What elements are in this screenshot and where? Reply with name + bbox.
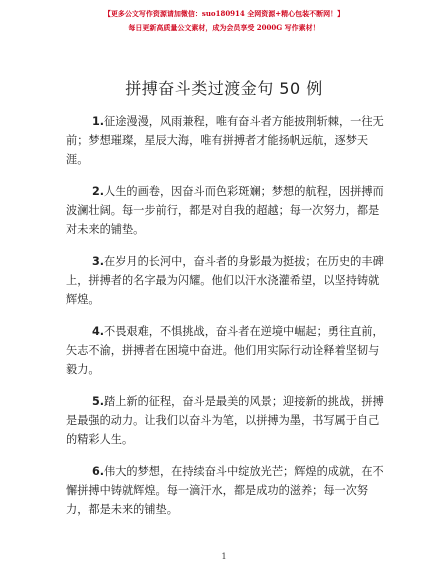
document-title: 拼搏奋斗类过渡金句 50 例 xyxy=(125,79,323,98)
promo-header xyxy=(0,8,448,34)
paragraph-text: 在岁月的长河中，奋斗者的身影最为挺拔；在历史的丰碑上，拼搏者的名字最为闪耀。他们以汗水浇灌希望，以坚持铸就辉煌。 xyxy=(66,255,384,306)
paragraph-1 xyxy=(66,112,386,169)
paragraph-5 xyxy=(66,392,386,449)
paragraph-3 xyxy=(66,252,386,309)
paragraph-text: 伟大的梦想，在持续奋斗中绽放光芒；辉煌的成就，在不懈拼搏中铸就辉煌。每一滴汗水，都是成功的滋养；每一次努力，都是未来的铺垫。 xyxy=(66,465,384,516)
paragraph-6 xyxy=(66,462,386,519)
paragraph-number: 2. xyxy=(92,185,105,198)
document-body xyxy=(66,112,386,532)
paragraph-text: 人生的画卷，因奋斗而色彩斑斓；梦想的航程，因拼搏而波澜壮阔。每一步前行，都是对自我的超越；每一次努力，都是对未来的铺垫。 xyxy=(66,185,384,236)
paragraph-number: 5. xyxy=(92,395,105,408)
paragraph-number: 6. xyxy=(92,465,105,478)
promo-header-line-2: 每日更新高质量公文素材，成为会员享受 2000G 写作素材！ xyxy=(128,23,320,32)
promo-header-line-1: 【更多公文写作资源请加微信：suo180914 全网资源+精心包装不断网！】 xyxy=(103,9,345,18)
paragraph-text: 征途漫漫，风雨兼程，唯有奋斗者方能披荆斩棘，一往无前；梦想璀璨，星辰大海，唯有拼搏者才能扬帆远航，逐梦天涯。 xyxy=(66,115,384,166)
page-number: 1 xyxy=(221,552,227,561)
paragraph-text: 踏上新的征程，奋斗是最美的风景；迎接新的挑战，拼搏是最强的动力。让我们以奋斗为笔，以拼搏为墨，书写属于自己的精彩人生。 xyxy=(66,395,384,446)
paragraph-number: 1. xyxy=(92,115,105,128)
paragraph-4 xyxy=(66,322,386,379)
paragraph-text: 不畏艰难，不惧挑战，奋斗者在逆境中崛起；勇往直前，矢志不渝，拼搏者在困境中奋进。他们用实际行动诠释着坚韧与毅力。 xyxy=(66,325,384,376)
paragraph-number: 4. xyxy=(92,325,105,338)
paragraph-2 xyxy=(66,182,386,239)
paragraph-number: 3. xyxy=(92,255,105,268)
